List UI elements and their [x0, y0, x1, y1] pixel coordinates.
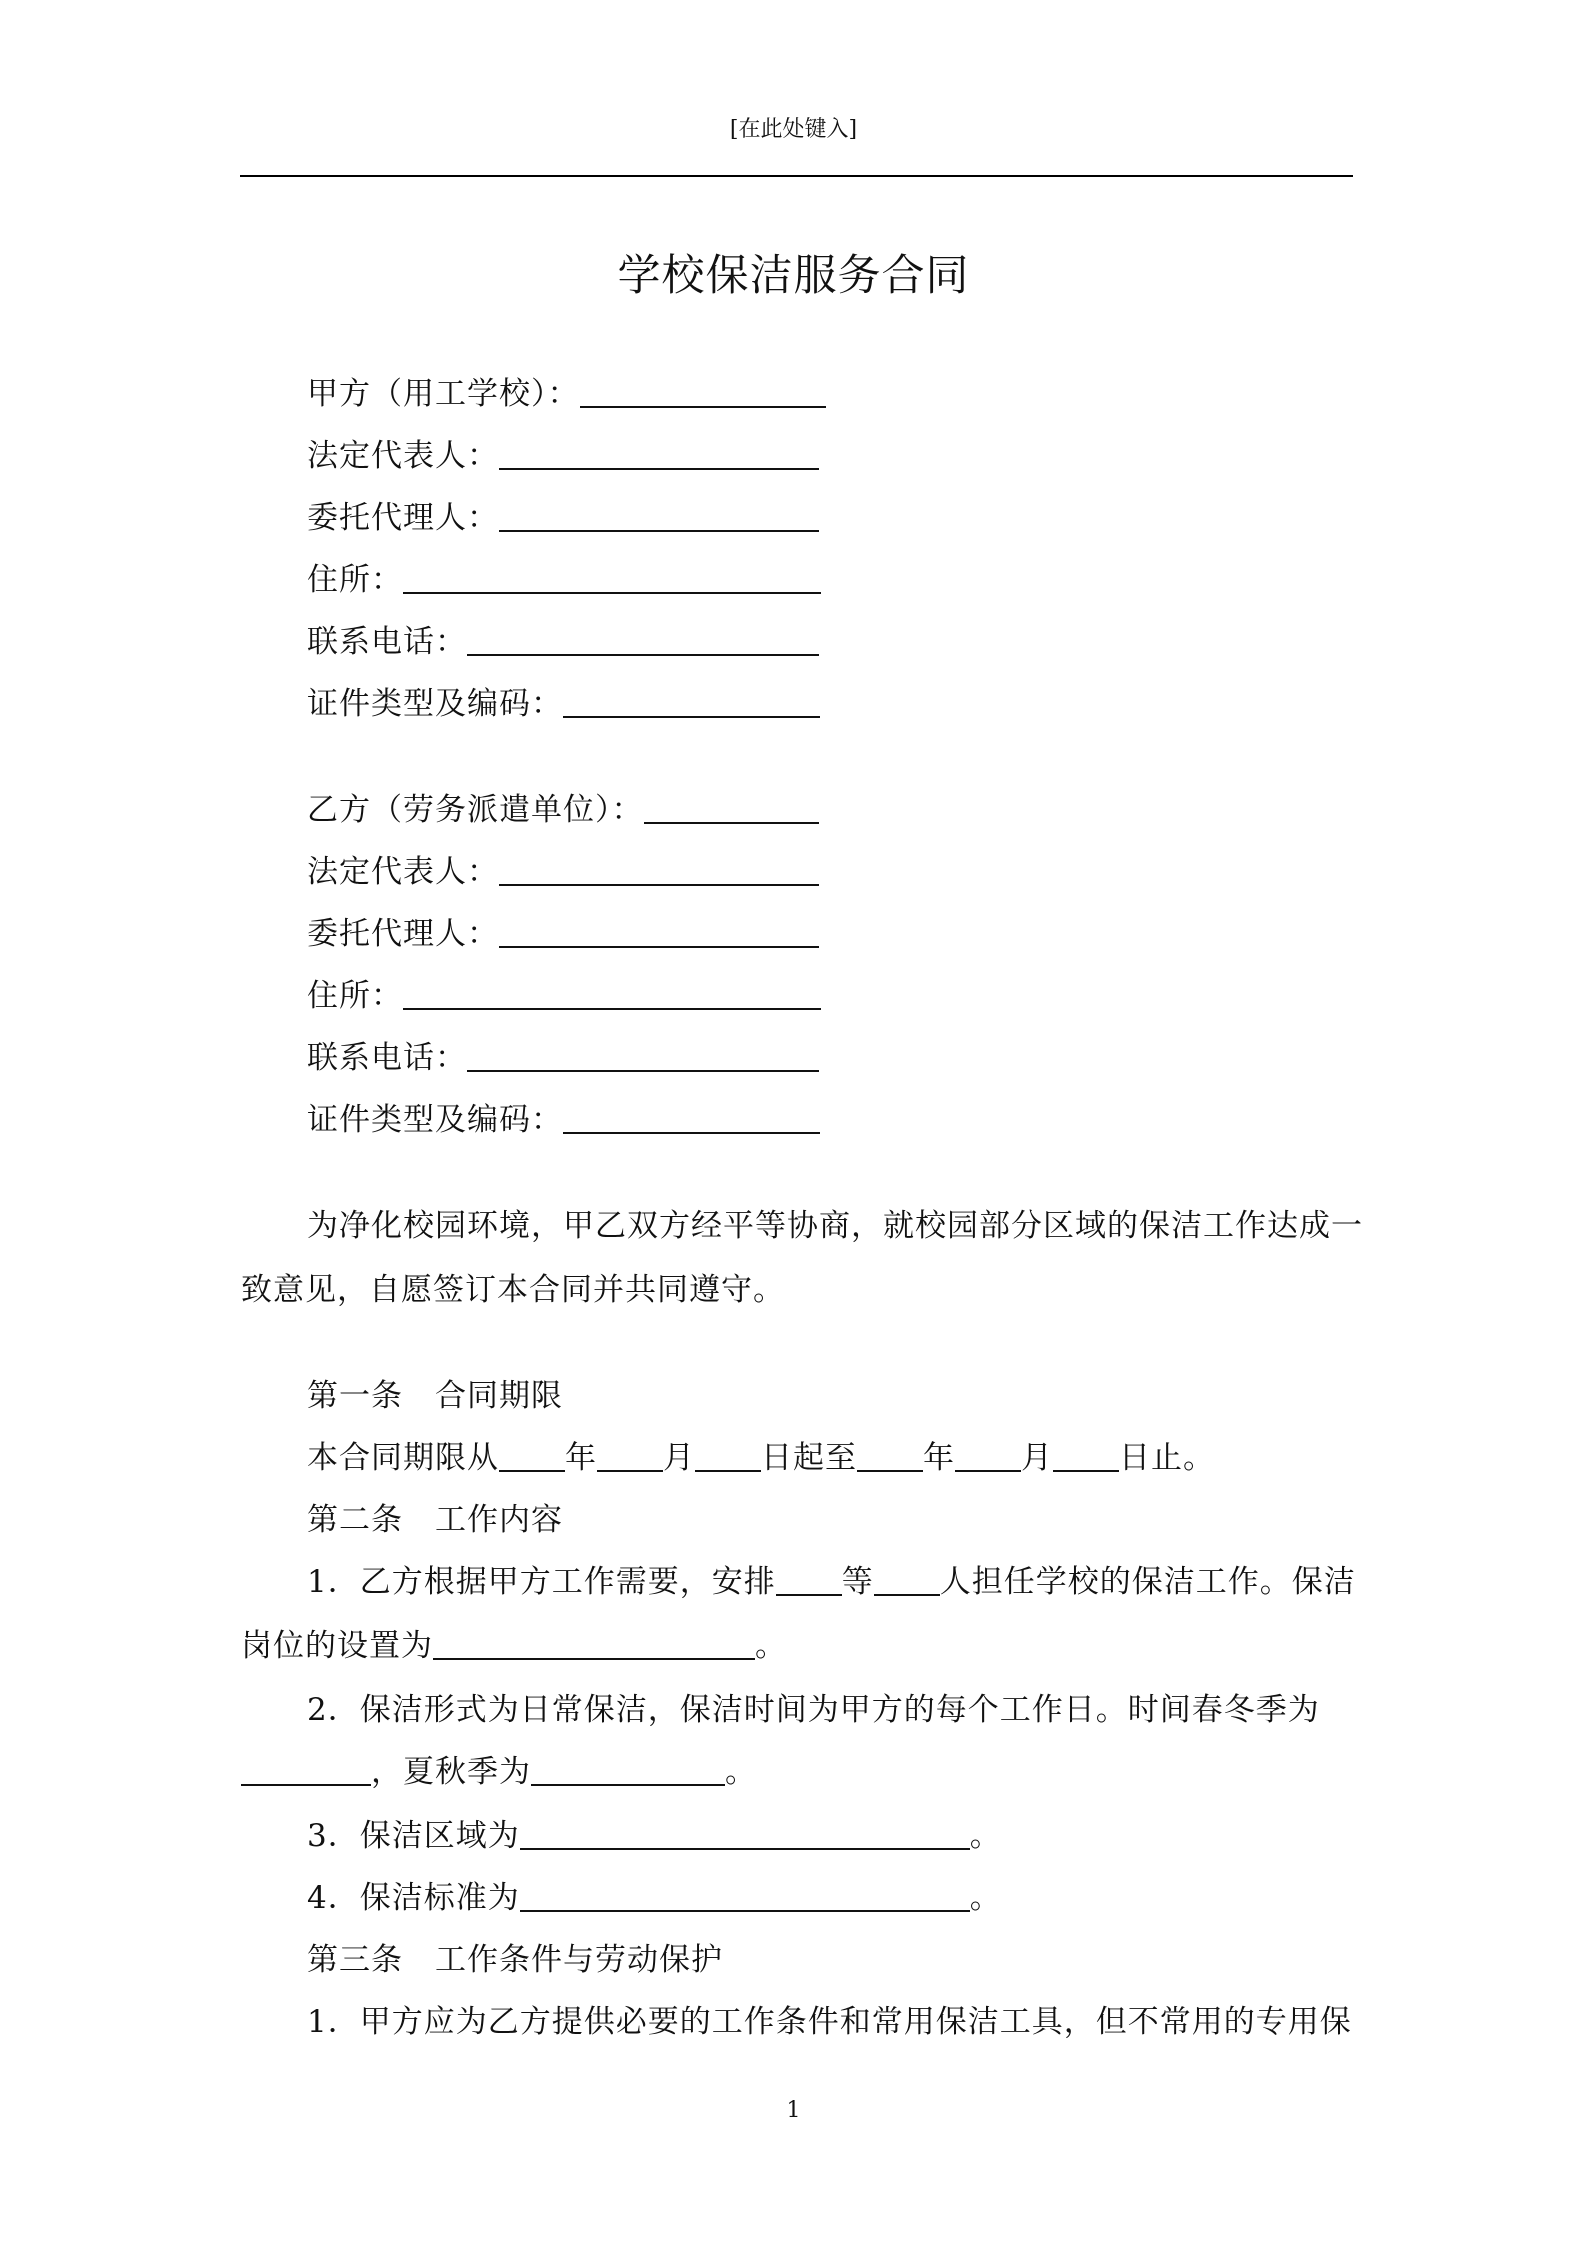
party-b-agent-blank [499, 916, 819, 948]
party-b-address-blank [403, 978, 821, 1010]
start-month-blank [597, 1440, 663, 1472]
start-month-label: 月 [663, 1440, 695, 1476]
article-1-heading: 第一条 合同期限 [307, 1378, 563, 1414]
party-b-heading-line [307, 784, 819, 829]
item-2-end: 。 [725, 1754, 757, 1790]
party-b-id-blank [563, 1102, 820, 1134]
party-b-id-label: 证件类型及编码： [307, 1102, 563, 1138]
intro-line-1: 为净化校园环境，甲乙双方经平等协商，就校园部分区域的保洁工作达成一 [307, 1208, 1363, 1244]
item-1-text-c: 人担任学校的保洁工作。保洁 [939, 1564, 1356, 1600]
party-a-id-blank [563, 686, 820, 718]
party-a-phone-label: 联系电话： [307, 624, 467, 660]
party-a-address-label: 住所： [307, 562, 403, 598]
party-b-id-line [307, 1094, 820, 1139]
start-day-blank [695, 1440, 761, 1472]
article-1-term-prefix: 本合同期限从 [307, 1440, 499, 1476]
party-a-id-line [307, 678, 820, 723]
party-b-legal-rep-label: 法定代表人： [307, 854, 499, 890]
item-1-text-b: 等 [841, 1564, 874, 1600]
article-3-heading: 第三条 工作条件与劳动保护 [307, 1942, 723, 1978]
party-b-legal-rep-line [307, 846, 819, 891]
item-1-post-end: 。 [755, 1628, 787, 1664]
party-b-phone-line [307, 1032, 819, 1077]
article-2-item-2-line-1: 2．保洁形式为日常保洁，保洁时间为甲方的每个工作日。时间春冬季为 [307, 1692, 1320, 1728]
party-a-phone-line [307, 616, 819, 661]
end-day-blank [1053, 1440, 1119, 1472]
staff-type-blank [776, 1564, 842, 1596]
party-b-address-line [307, 970, 821, 1015]
party-a-phone-blank [467, 624, 819, 656]
document-title: 学校保洁服务合同 [617, 251, 970, 301]
party-b-legal-rep-blank [499, 854, 819, 886]
article-3-item-1-line-1: 1．甲方应为乙方提供必要的工作条件和常用保洁工具，但不常用的专用保 [307, 2004, 1352, 2040]
item-1-text-a: 1．乙方根据甲方工作需要，安排 [307, 1564, 776, 1600]
end-year-label: 年 [923, 1440, 955, 1476]
article-2-item-1-line-1 [307, 1556, 1356, 1601]
party-b-heading: 乙方（劳务派遣单位）： [307, 792, 644, 828]
party-a-heading-line [307, 368, 826, 413]
item-1-post-label: 岗位的设置为 [241, 1628, 433, 1664]
party-a-address-blank [403, 562, 821, 594]
article-2-heading: 第二条 工作内容 [307, 1502, 563, 1538]
area-blank [520, 1818, 970, 1850]
article-2-item-3 [307, 1810, 1002, 1855]
summer-time-blank [531, 1754, 725, 1786]
end-month-blank [955, 1440, 1021, 1472]
page-header: [在此处键入] [729, 117, 858, 142]
item-4-label: 4．保洁标准为 [307, 1880, 520, 1916]
end-month-label: 月 [1021, 1440, 1053, 1476]
party-b-phone-label: 联系电话： [307, 1040, 467, 1076]
party-a-address-line [307, 554, 821, 599]
party-b-agent-label: 委托代理人： [307, 916, 499, 952]
party-a-agent-blank [499, 500, 819, 532]
end-year-blank [857, 1440, 923, 1472]
post-setting-blank [433, 1628, 755, 1660]
party-a-legal-rep-line [307, 430, 819, 475]
page-number: 1 [786, 2098, 801, 2123]
start-day-label: 日起至 [761, 1440, 857, 1476]
start-year-label: 年 [565, 1440, 597, 1476]
party-a-name-blank [580, 376, 826, 408]
winter-time-blank [241, 1754, 371, 1786]
party-a-agent-label: 委托代理人： [307, 500, 499, 536]
party-b-name-blank [644, 792, 819, 824]
party-a-legal-rep-blank [499, 438, 819, 470]
party-a-id-label: 证件类型及编码： [307, 686, 563, 722]
item-2-summer-label: ，夏秋季为 [371, 1754, 531, 1790]
staff-count-blank [874, 1564, 940, 1596]
article-2-item-4 [307, 1872, 1002, 1917]
party-b-phone-blank [467, 1040, 819, 1072]
item-4-end: 。 [969, 1880, 1002, 1916]
standard-blank [520, 1880, 970, 1912]
party-a-legal-rep-label: 法定代表人： [307, 438, 499, 474]
party-a-agent-line [307, 492, 819, 537]
item-3-end: 。 [969, 1818, 1002, 1854]
article-2-item-1-line-2 [241, 1620, 787, 1665]
article-2-item-2-line-2 [241, 1746, 757, 1791]
intro-line-2: 致意见，自愿签订本合同并共同遵守。 [241, 1272, 785, 1308]
party-b-agent-line [307, 908, 819, 953]
end-day-label: 日止。 [1119, 1440, 1215, 1476]
article-1-term-line [307, 1432, 1215, 1477]
start-year-blank [499, 1440, 565, 1472]
item-3-label: 3．保洁区域为 [307, 1818, 520, 1854]
header-divider [240, 175, 1353, 177]
party-b-address-label: 住所： [307, 978, 403, 1014]
party-a-heading: 甲方（用工学校）： [307, 376, 580, 412]
